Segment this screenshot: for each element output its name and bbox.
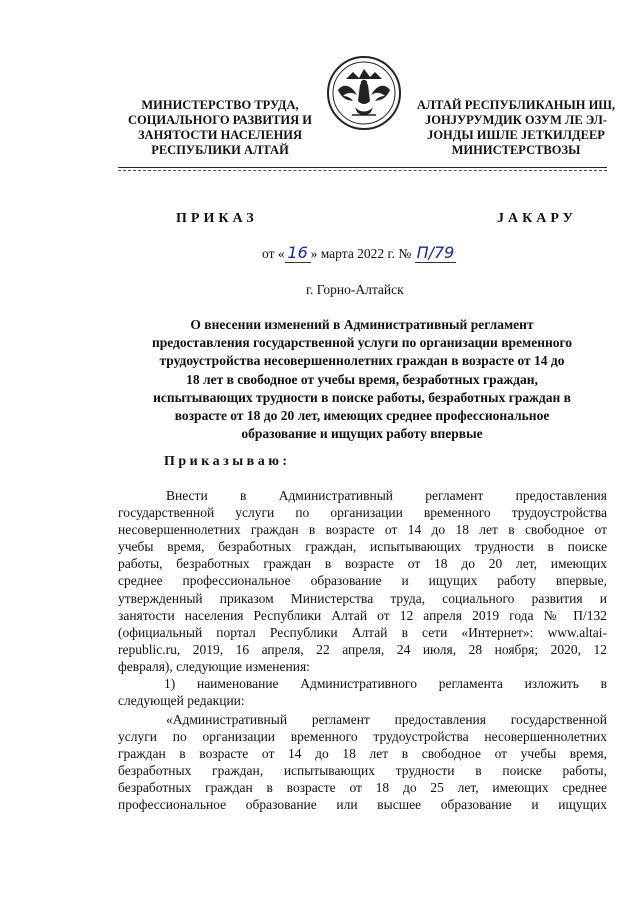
body-line: услуги по организации временного трудоустройства несовершеннолетних xyxy=(118,728,607,744)
body-line: republic.ru, 2019, 16 апреля, 22 апреля, 24 июля, 28 ноября; 2020, 12 xyxy=(118,641,607,657)
body-line: работы, безработных граждан в возрасте от 18 до 20 лет, имеющих xyxy=(118,556,607,572)
body-line: государственной услуги по организации временного трудоустройства xyxy=(118,505,607,521)
handwritten-order-number: П/79 xyxy=(416,243,455,262)
body-line: следующей редакции: xyxy=(118,693,245,709)
order-directive-word: Приказываю: xyxy=(164,454,291,469)
body-line: безработных граждан, испытывающих трудности в поиске работы, xyxy=(118,763,607,778)
republic-altai-emblem-icon xyxy=(326,55,402,131)
header-divider xyxy=(118,167,607,168)
body-line: среднее профессиональное образование и ищущих работу впервые, xyxy=(118,573,607,589)
title-line: возрасте от 18 до 20 лет, имеющих среднее профессиональное xyxy=(174,408,550,424)
body-line: граждан в возрасте от 14 до 18 лет в свободное от учебы время, xyxy=(118,745,607,761)
title-line: 18 лет в свободное от учебы время, безработных граждан, xyxy=(186,371,538,387)
body-line: февраля), следующие изменения: xyxy=(118,658,310,674)
order-body xyxy=(118,487,607,813)
date-middle: » марта 2022 г. № xyxy=(310,246,412,261)
ministry-name-altai: АЛТАЙ РЕСПУБЛИКАНЫН ИШ, ЈОНЈУРУМДИК ОЗУМ ЛЕ ЭЛ- ЈОНДЫ ИШЛЕ ЈЕТКИЛДЕЕР МИНИСТЕРСТВОЗЫ xyxy=(416,98,616,157)
body-line: профессиональное образование или высшее образование и ищущих xyxy=(118,797,607,813)
order-date-line xyxy=(262,243,456,263)
body-line: безработных граждан в возрасте от 18 до 25 лет, имеющих среднее xyxy=(118,780,607,796)
handwritten-day: 16 xyxy=(285,243,311,263)
body-line: утвержденный приказом Министерства труда, социального развития и xyxy=(118,590,607,606)
body-line: учебы время, безработных граждан, испытывающих трудности в поиске xyxy=(118,539,607,555)
doc-type-russian: ПРИКАЗ xyxy=(176,211,258,226)
title-line: образование и ищущих работу впервые xyxy=(241,426,483,442)
order-title xyxy=(112,316,612,443)
body-line: 1) наименование Административного регламента изложить в xyxy=(164,676,607,692)
title-line: испытывающих трудности в поиске работы, безработных граждан в xyxy=(153,389,571,405)
body-line: «Административный регламент предоставления государственной xyxy=(166,711,607,727)
doc-type-altai: ЈАКАРУ xyxy=(497,211,577,226)
city-line: г. Горно-Алтайск xyxy=(306,282,404,297)
title-line: О внесении изменений в Административный регламент xyxy=(190,317,534,332)
body-line: Внести в Административный регламент предоставления xyxy=(166,488,607,503)
title-line: предоставления государственной услуги по организации временного xyxy=(151,335,573,351)
date-prefix: от « xyxy=(262,246,285,261)
body-line: (официальный портал Республики Алтай в сети «Интернет»: www.altai- xyxy=(118,624,607,640)
body-line: несовершеннолетних граждан в возрасте от 14 до 18 лет в свободное от xyxy=(118,522,607,538)
body-line: занятости населения Республики Алтай от 12 апреля 2019 года № П/132 xyxy=(118,607,607,623)
ministry-name-russian: МИНИСТЕРСТВО ТРУДА, СОЦИАЛЬНОГО РАЗВИТИЯ И ЗАНЯТОСТИ НАСЕЛЕНИЯ РЕСПУБЛИКИ АЛТАЙ xyxy=(127,98,313,157)
header-divider-dashed xyxy=(118,170,607,171)
title-line: трудоустройства несовершеннолетних граждан в возрасте от 14 до xyxy=(159,353,565,369)
